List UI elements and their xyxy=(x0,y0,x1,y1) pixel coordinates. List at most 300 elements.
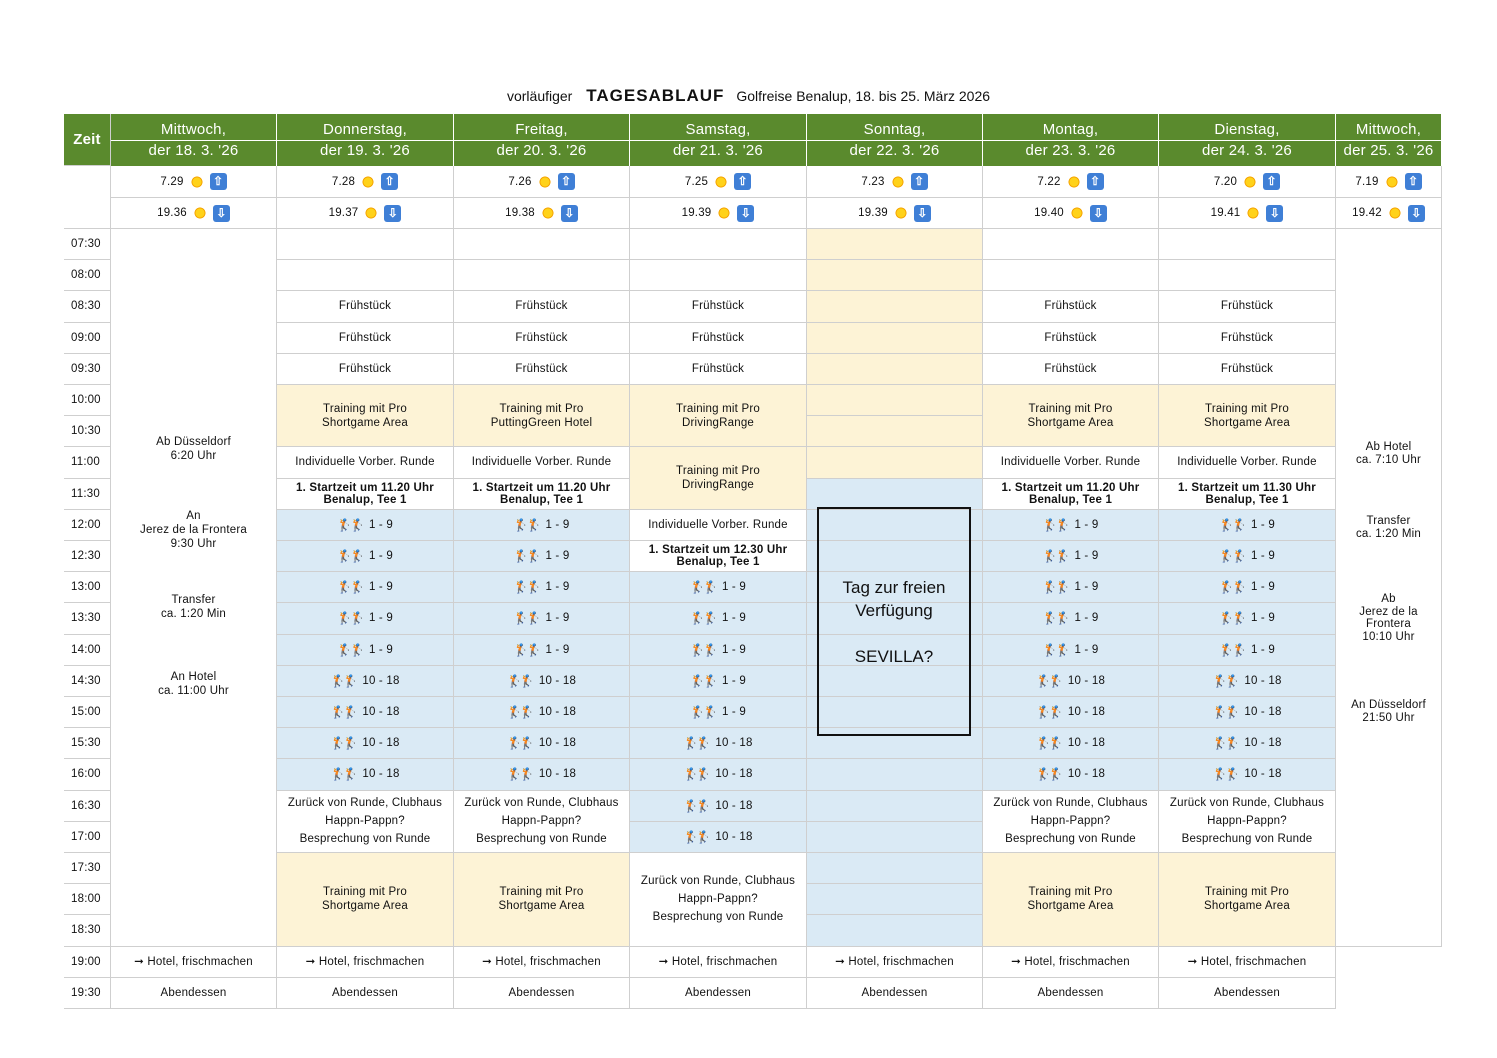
empty-slot xyxy=(277,229,454,260)
golf-slot-content xyxy=(1043,580,1099,594)
golfer-icon: 🏌🏌 xyxy=(690,705,716,720)
training-cell xyxy=(277,385,454,447)
golf-slot xyxy=(1159,666,1336,697)
hole-range: 1 - 9 xyxy=(1250,643,1275,656)
empty-slot xyxy=(454,260,630,291)
golf-slot xyxy=(277,572,454,603)
clubhouse-cell xyxy=(630,853,807,947)
dinner-cell xyxy=(807,978,983,1009)
golf-slot-content xyxy=(690,580,746,594)
hole-range: 1 - 9 xyxy=(1074,612,1099,625)
sunrise-cell xyxy=(630,166,807,198)
down-arrow-icon: ⇩ xyxy=(561,205,578,222)
page-title xyxy=(0,86,1497,106)
cell-text: Benalup, Tee 1 xyxy=(499,493,584,506)
day-date: der 25. 3. '26 xyxy=(1336,140,1441,161)
cell-text: 9:30 Uhr xyxy=(170,538,217,550)
golf-slot xyxy=(454,510,630,541)
hole-range: 1 - 9 xyxy=(721,581,746,594)
free-slot xyxy=(807,853,983,884)
golfer-icon: 🏌🏌 xyxy=(683,829,710,844)
golf-slot-content xyxy=(337,518,393,532)
hotel-text: ➞ Hotel, frischmachen xyxy=(134,955,253,968)
day-date: der 22. 3. '26 xyxy=(807,140,982,161)
sun-icon xyxy=(1070,206,1084,220)
training-cell xyxy=(277,853,454,947)
dinner-cell xyxy=(630,978,807,1009)
cell-text: 1. Startzeit um 12.30 Uhr xyxy=(648,544,788,557)
golf-slot-content xyxy=(514,549,570,563)
golfer-icon: 🏌🏌 xyxy=(1042,611,1069,626)
golfer-icon: 🏌🏌 xyxy=(506,705,533,720)
cell-text: Transfer xyxy=(171,594,216,606)
golf-slot xyxy=(1159,603,1336,634)
cell-text: Jerez de la xyxy=(1359,605,1418,618)
empty-slot xyxy=(983,229,1159,260)
time-text: 19:30 xyxy=(71,986,101,999)
hole-range: 10 - 18 xyxy=(538,706,577,719)
day-date: der 19. 3. '26 xyxy=(277,140,453,161)
hole-range: 10 - 18 xyxy=(1244,706,1282,719)
hole-range: 1 - 9 xyxy=(545,550,570,563)
cell-text: ca. 7:10 Uhr xyxy=(1355,453,1422,466)
hole-range: 1 - 9 xyxy=(1074,518,1099,531)
arrival-column xyxy=(111,229,277,947)
golf-slot xyxy=(630,635,807,666)
hole-range: 1 - 9 xyxy=(1074,581,1099,594)
golf-slot xyxy=(630,728,807,759)
golf-slot xyxy=(454,697,630,728)
hole-range: 10 - 18 xyxy=(1244,737,1282,750)
golfer-icon: 🏌🏌 xyxy=(1219,642,1245,657)
hotel-text: ➞ Hotel, frischmachen xyxy=(658,955,778,968)
golfer-icon: 🏌🏌 xyxy=(330,767,357,782)
cell-text: Individuelle Vorber. Runde xyxy=(295,456,435,469)
cell-text: Training mit Pro xyxy=(1028,886,1113,899)
hole-range: 10 - 18 xyxy=(715,830,753,843)
hotel-cell xyxy=(111,947,277,978)
golf-slot-content xyxy=(1043,518,1099,532)
free-slot xyxy=(807,354,983,385)
up-arrow-icon: ⇧ xyxy=(734,173,751,190)
free-slot xyxy=(807,323,983,354)
cell-text: Happn-Pappn? xyxy=(678,893,758,906)
hole-range: 1 - 9 xyxy=(1074,550,1099,563)
cell-text: Training mit Pro xyxy=(1205,886,1289,899)
time-text: 15:00 xyxy=(71,706,101,719)
golf-slot xyxy=(630,822,807,853)
hole-range: 1 - 9 xyxy=(1074,643,1099,656)
golf-slot-content xyxy=(1212,736,1281,750)
time-label xyxy=(64,416,111,447)
cell-text: Individuelle Vorber. Runde xyxy=(1000,456,1141,469)
golf-slot-content xyxy=(1036,736,1105,750)
sunrise-cell xyxy=(1159,166,1336,198)
sunrise-time: 7.29 xyxy=(160,175,184,188)
sunset-cell xyxy=(454,198,630,229)
golfer-icon: 🏌🏌 xyxy=(683,736,710,751)
time-label xyxy=(64,697,111,728)
hole-range: 10 - 18 xyxy=(715,737,753,750)
breakfast-cell xyxy=(1159,291,1336,322)
cell-text: Shortgame Area xyxy=(1027,900,1114,913)
golf-slot-content xyxy=(1219,580,1275,594)
up-arrow-icon: ⇧ xyxy=(558,173,575,190)
golf-slot xyxy=(1159,572,1336,603)
golf-slot xyxy=(1159,697,1336,728)
time-label xyxy=(64,354,111,385)
hotel-text: ➞ Hotel, frischmachen xyxy=(835,955,954,968)
hole-range: 10 - 18 xyxy=(715,768,753,781)
golfer-icon: 🏌🏌 xyxy=(690,642,716,657)
time-label xyxy=(64,291,111,322)
golfer-icon: 🏌🏌 xyxy=(1035,673,1062,688)
cell-text: Frühstück xyxy=(691,362,745,375)
golf-slot xyxy=(1159,510,1336,541)
golfer-icon: 🏌🏌 xyxy=(337,549,363,564)
time-label xyxy=(64,728,111,759)
cell-text: Ab Düsseldorf xyxy=(156,436,231,448)
day-name: Donnerstag, xyxy=(323,120,407,138)
sun-icon xyxy=(1067,175,1081,189)
sunset-time: 19.38 xyxy=(505,207,535,219)
time-label xyxy=(64,635,111,666)
cell-text: 6:20 Uhr xyxy=(170,450,217,462)
training-cell xyxy=(1159,385,1336,447)
golf-slot-content xyxy=(507,767,576,781)
up-arrow-icon: ⇧ xyxy=(1405,173,1422,190)
sun-icon xyxy=(891,175,905,189)
day-name: Mittwoch, xyxy=(160,120,227,138)
hole-range: 10 - 18 xyxy=(1244,674,1282,687)
free-slot xyxy=(807,759,983,790)
time-text: 17:00 xyxy=(71,830,101,843)
hole-range: 1 - 9 xyxy=(368,550,393,563)
golf-slot xyxy=(983,759,1159,790)
cell-text: Shortgame Area xyxy=(322,416,408,429)
golf-slot-content xyxy=(514,580,570,594)
down-arrow-icon: ⇩ xyxy=(737,205,754,222)
empty-slot xyxy=(630,260,807,291)
time-label xyxy=(64,510,111,541)
start-time-cell xyxy=(983,479,1159,510)
sunrise-time: 7.26 xyxy=(508,175,532,188)
cell-text: ca. 11:00 Uhr xyxy=(158,685,229,697)
sunrise-cell xyxy=(454,166,630,198)
start-time-cell xyxy=(454,479,630,510)
departure-note xyxy=(1336,593,1441,643)
cell-text: Shortgame Area xyxy=(322,900,408,913)
hole-range: 1 - 9 xyxy=(545,643,570,656)
time-text: 14:00 xyxy=(71,643,101,656)
golfer-icon: 🏌🏌 xyxy=(1219,611,1245,626)
golf-slot xyxy=(277,728,454,759)
hole-range: 1 - 9 xyxy=(545,581,570,594)
cell-text: Benalup, Tee 1 xyxy=(676,556,760,569)
golfer-icon: 🏌🏌 xyxy=(683,767,710,782)
empty-slot xyxy=(1159,229,1336,260)
hole-range: 1 - 9 xyxy=(721,706,746,719)
golfer-icon: 🏌🏌 xyxy=(1035,767,1062,782)
cell-text: ca. 1:20 Min xyxy=(1355,527,1422,540)
golf-slot xyxy=(983,635,1159,666)
sunrise-cell xyxy=(983,166,1159,198)
sunrise-time: 7.25 xyxy=(684,175,709,188)
individual-round-cell xyxy=(277,447,454,478)
golfer-icon: 🏌🏌 xyxy=(506,673,533,688)
dinner-text: Abendessen xyxy=(160,986,227,999)
golf-slot xyxy=(983,510,1159,541)
hole-range: 10 - 18 xyxy=(715,799,753,812)
time-text: 14:30 xyxy=(71,674,101,687)
breakfast-cell xyxy=(983,354,1159,385)
hole-range: 1 - 9 xyxy=(721,643,746,656)
golfer-icon: 🏌🏌 xyxy=(506,767,533,782)
cell-text: Besprechung von Runde xyxy=(299,833,431,846)
cell-text: PuttingGreen Hotel xyxy=(490,416,593,429)
time-label xyxy=(64,666,111,697)
golfer-icon: 🏌🏌 xyxy=(330,705,357,720)
sunset-cell xyxy=(807,198,983,229)
cell-text: An Hotel xyxy=(170,671,217,683)
empty-slot xyxy=(983,260,1159,291)
time-text: 16:00 xyxy=(71,768,101,781)
golfer-icon: 🏌🏌 xyxy=(690,673,716,688)
time-text: 09:30 xyxy=(71,362,101,375)
cell-text: Happn-Pappn? xyxy=(325,815,405,828)
time-label xyxy=(64,229,111,260)
cell-text: Jerez de la Frontera xyxy=(140,524,247,536)
arrival-note xyxy=(111,435,276,463)
individual-round-cell xyxy=(1159,447,1336,478)
sunset-time: 19.42 xyxy=(1352,207,1382,219)
day-name: Freitag, xyxy=(515,120,568,138)
golf-slot-content xyxy=(507,674,576,688)
up-arrow-icon: ⇧ xyxy=(1263,173,1280,190)
breakfast-cell xyxy=(454,323,630,354)
cell-text: Zurück von Runde, Clubhaus xyxy=(287,797,443,810)
day-header xyxy=(1159,114,1336,166)
hotel-cell xyxy=(277,947,454,978)
golf-slot xyxy=(983,697,1159,728)
cell-text: 1. Startzeit um 11.20 Uhr xyxy=(472,481,611,494)
golf-slot-content xyxy=(514,643,570,657)
sunset-cell xyxy=(1159,198,1336,229)
sunrise-cell xyxy=(277,166,454,198)
dinner-text: Abendessen xyxy=(1037,986,1104,999)
sunset-cell xyxy=(111,198,277,229)
zeit-label: Zeit xyxy=(73,130,101,148)
cell-text: Besprechung von Runde xyxy=(652,911,784,924)
cell-text: Training mit Pro xyxy=(676,402,760,415)
golf-slot-content xyxy=(330,674,399,688)
hole-range: 10 - 18 xyxy=(1067,674,1106,687)
hole-range: 1 - 9 xyxy=(721,674,746,687)
cell-text: Training mit Pro xyxy=(1205,402,1289,415)
breakfast-cell xyxy=(630,354,807,385)
time-text: 12:30 xyxy=(71,550,101,563)
golf-slot xyxy=(630,572,807,603)
training-cell xyxy=(630,385,807,447)
sun-icon xyxy=(541,206,555,220)
golf-slot-content xyxy=(1212,767,1281,781)
time-text: 10:30 xyxy=(71,425,101,438)
time-text: 08:30 xyxy=(71,300,101,313)
golf-slot-content xyxy=(337,643,393,657)
golf-slot-content xyxy=(1219,643,1275,657)
cell-text: Benalup, Tee 1 xyxy=(323,493,407,506)
golf-slot xyxy=(1159,635,1336,666)
cell-text: Frühstück xyxy=(515,300,568,313)
day-name: Montag, xyxy=(1042,120,1099,138)
hole-range: 1 - 9 xyxy=(545,612,570,625)
sunrise-time: 7.23 xyxy=(861,175,885,188)
individual-round-cell xyxy=(454,447,630,478)
golfer-icon: 🏌🏌 xyxy=(1212,705,1239,720)
time-text: 13:00 xyxy=(71,581,101,594)
day-header xyxy=(1336,114,1442,166)
breakfast-cell xyxy=(277,354,454,385)
day-header xyxy=(454,114,630,166)
hotel-text: ➞ Hotel, frischmachen xyxy=(1011,955,1130,968)
clubhouse-cell xyxy=(277,791,454,853)
breakfast-cell xyxy=(983,291,1159,322)
dinner-text: Abendessen xyxy=(685,986,751,999)
dinner-cell xyxy=(111,978,277,1009)
hotel-text: ➞ Hotel, frischmachen xyxy=(1187,955,1307,968)
time-text: 17:30 xyxy=(71,862,101,875)
hole-range: 1 - 9 xyxy=(368,643,393,656)
time-label xyxy=(64,791,111,822)
day-header xyxy=(630,114,807,166)
sunset-cell xyxy=(277,198,454,229)
golf-slot xyxy=(983,728,1159,759)
time-text: 15:30 xyxy=(71,737,101,750)
start-time-cell xyxy=(1159,479,1336,510)
down-arrow-icon: ⇩ xyxy=(1266,205,1283,222)
hole-range: 10 - 18 xyxy=(1244,768,1282,781)
hole-range: 10 - 18 xyxy=(362,737,400,750)
golf-slot xyxy=(1159,541,1336,572)
golfer-icon: 🏌🏌 xyxy=(513,642,540,657)
hole-range: 10 - 18 xyxy=(362,768,400,781)
free-day-text: SEVILLA? xyxy=(854,646,934,666)
hole-range: 1 - 9 xyxy=(721,612,746,625)
sunrise-time: 7.28 xyxy=(331,175,356,188)
cell-text: Frühstück xyxy=(515,362,568,375)
breakfast-cell xyxy=(1159,354,1336,385)
cell-text: Frühstück xyxy=(1044,300,1097,313)
cell-text: Besprechung von Runde xyxy=(476,833,607,846)
free-slot xyxy=(807,822,983,853)
dinner-cell xyxy=(454,978,630,1009)
free-slot xyxy=(807,385,983,416)
golf-slot xyxy=(454,728,630,759)
sun-icon xyxy=(714,175,728,189)
schedule-table xyxy=(64,114,1442,1010)
golf-slot xyxy=(277,666,454,697)
cell-text: Benalup, Tee 1 xyxy=(1205,493,1289,506)
cell-text: Besprechung von Runde xyxy=(1181,833,1313,846)
golf-slot xyxy=(277,759,454,790)
golf-slot-content xyxy=(507,736,576,750)
sun-icon xyxy=(364,206,378,220)
breakfast-cell xyxy=(630,323,807,354)
time-text: 11:30 xyxy=(71,487,100,500)
time-label xyxy=(64,915,111,946)
cell-text: 1. Startzeit um 11.20 Uhr xyxy=(296,481,434,494)
golf-slot-content xyxy=(330,736,399,750)
free-slot xyxy=(807,915,983,946)
cell-text: Training mit Pro xyxy=(499,402,584,415)
golf-slot-content xyxy=(1219,611,1275,625)
free-slot xyxy=(807,884,983,915)
sunset-time: 19.41 xyxy=(1210,207,1241,219)
golf-slot xyxy=(277,697,454,728)
breakfast-cell xyxy=(454,354,630,385)
hotel-text: ➞ Hotel, frischmachen xyxy=(305,955,425,968)
cell-text: Happn-Pappn? xyxy=(1207,815,1287,828)
day-name: Dienstag, xyxy=(1214,120,1280,138)
free-day-box xyxy=(817,507,971,736)
cell-text: Benalup, Tee 1 xyxy=(1028,493,1113,506)
golf-slot xyxy=(1159,728,1336,759)
time-label xyxy=(64,884,111,915)
breakfast-cell xyxy=(630,291,807,322)
day-date: der 20. 3. '26 xyxy=(454,140,629,161)
training-cell xyxy=(983,853,1159,947)
golfer-icon: 🏌🏌 xyxy=(1212,767,1239,782)
golfer-icon: 🏌🏌 xyxy=(513,517,540,532)
hole-range: 1 - 9 xyxy=(368,581,393,594)
cell-text: Zurück von Runde, Clubhaus xyxy=(640,875,796,888)
golfer-icon: 🏌🏌 xyxy=(1035,705,1062,720)
sun-icon xyxy=(193,206,207,220)
cell-text: Frühstück xyxy=(515,331,568,344)
sun-icon xyxy=(1388,206,1402,220)
free-day-text: Verfügung xyxy=(855,600,933,620)
cell-text: DrivingRange xyxy=(681,416,755,429)
golf-slot-content xyxy=(514,518,570,532)
golf-slot xyxy=(983,572,1159,603)
golfer-icon: 🏌🏌 xyxy=(1042,642,1069,657)
hotel-cell xyxy=(1159,947,1336,978)
golf-slot-content xyxy=(1219,549,1275,563)
hole-range: 10 - 18 xyxy=(362,674,400,687)
cell-text: Training mit Pro xyxy=(676,465,760,478)
sun-icon xyxy=(894,206,908,220)
sun-icon xyxy=(538,175,552,189)
cell-text: An Düsseldorf xyxy=(1351,699,1426,711)
cell-text: Frühstück xyxy=(1220,300,1274,313)
golf-slot xyxy=(454,541,630,572)
cell-text: Frühstück xyxy=(338,362,392,375)
cell-text: Frontera xyxy=(1365,618,1412,630)
time-text: 10:00 xyxy=(71,394,101,407)
free-slot xyxy=(807,291,983,322)
time-text: 08:00 xyxy=(71,269,101,282)
individual-round-cell xyxy=(630,510,807,541)
golf-slot-content xyxy=(683,799,752,813)
arrival-note xyxy=(111,593,276,621)
time-text: 12:00 xyxy=(71,518,101,531)
cell-text: Happn-Pappn? xyxy=(1030,815,1111,828)
empty-slot xyxy=(1159,260,1336,291)
cell-text: Besprechung von Runde xyxy=(1005,833,1136,846)
individual-round-cell xyxy=(983,447,1159,478)
hole-range: 1 - 9 xyxy=(1250,612,1275,625)
time-label xyxy=(64,260,111,291)
